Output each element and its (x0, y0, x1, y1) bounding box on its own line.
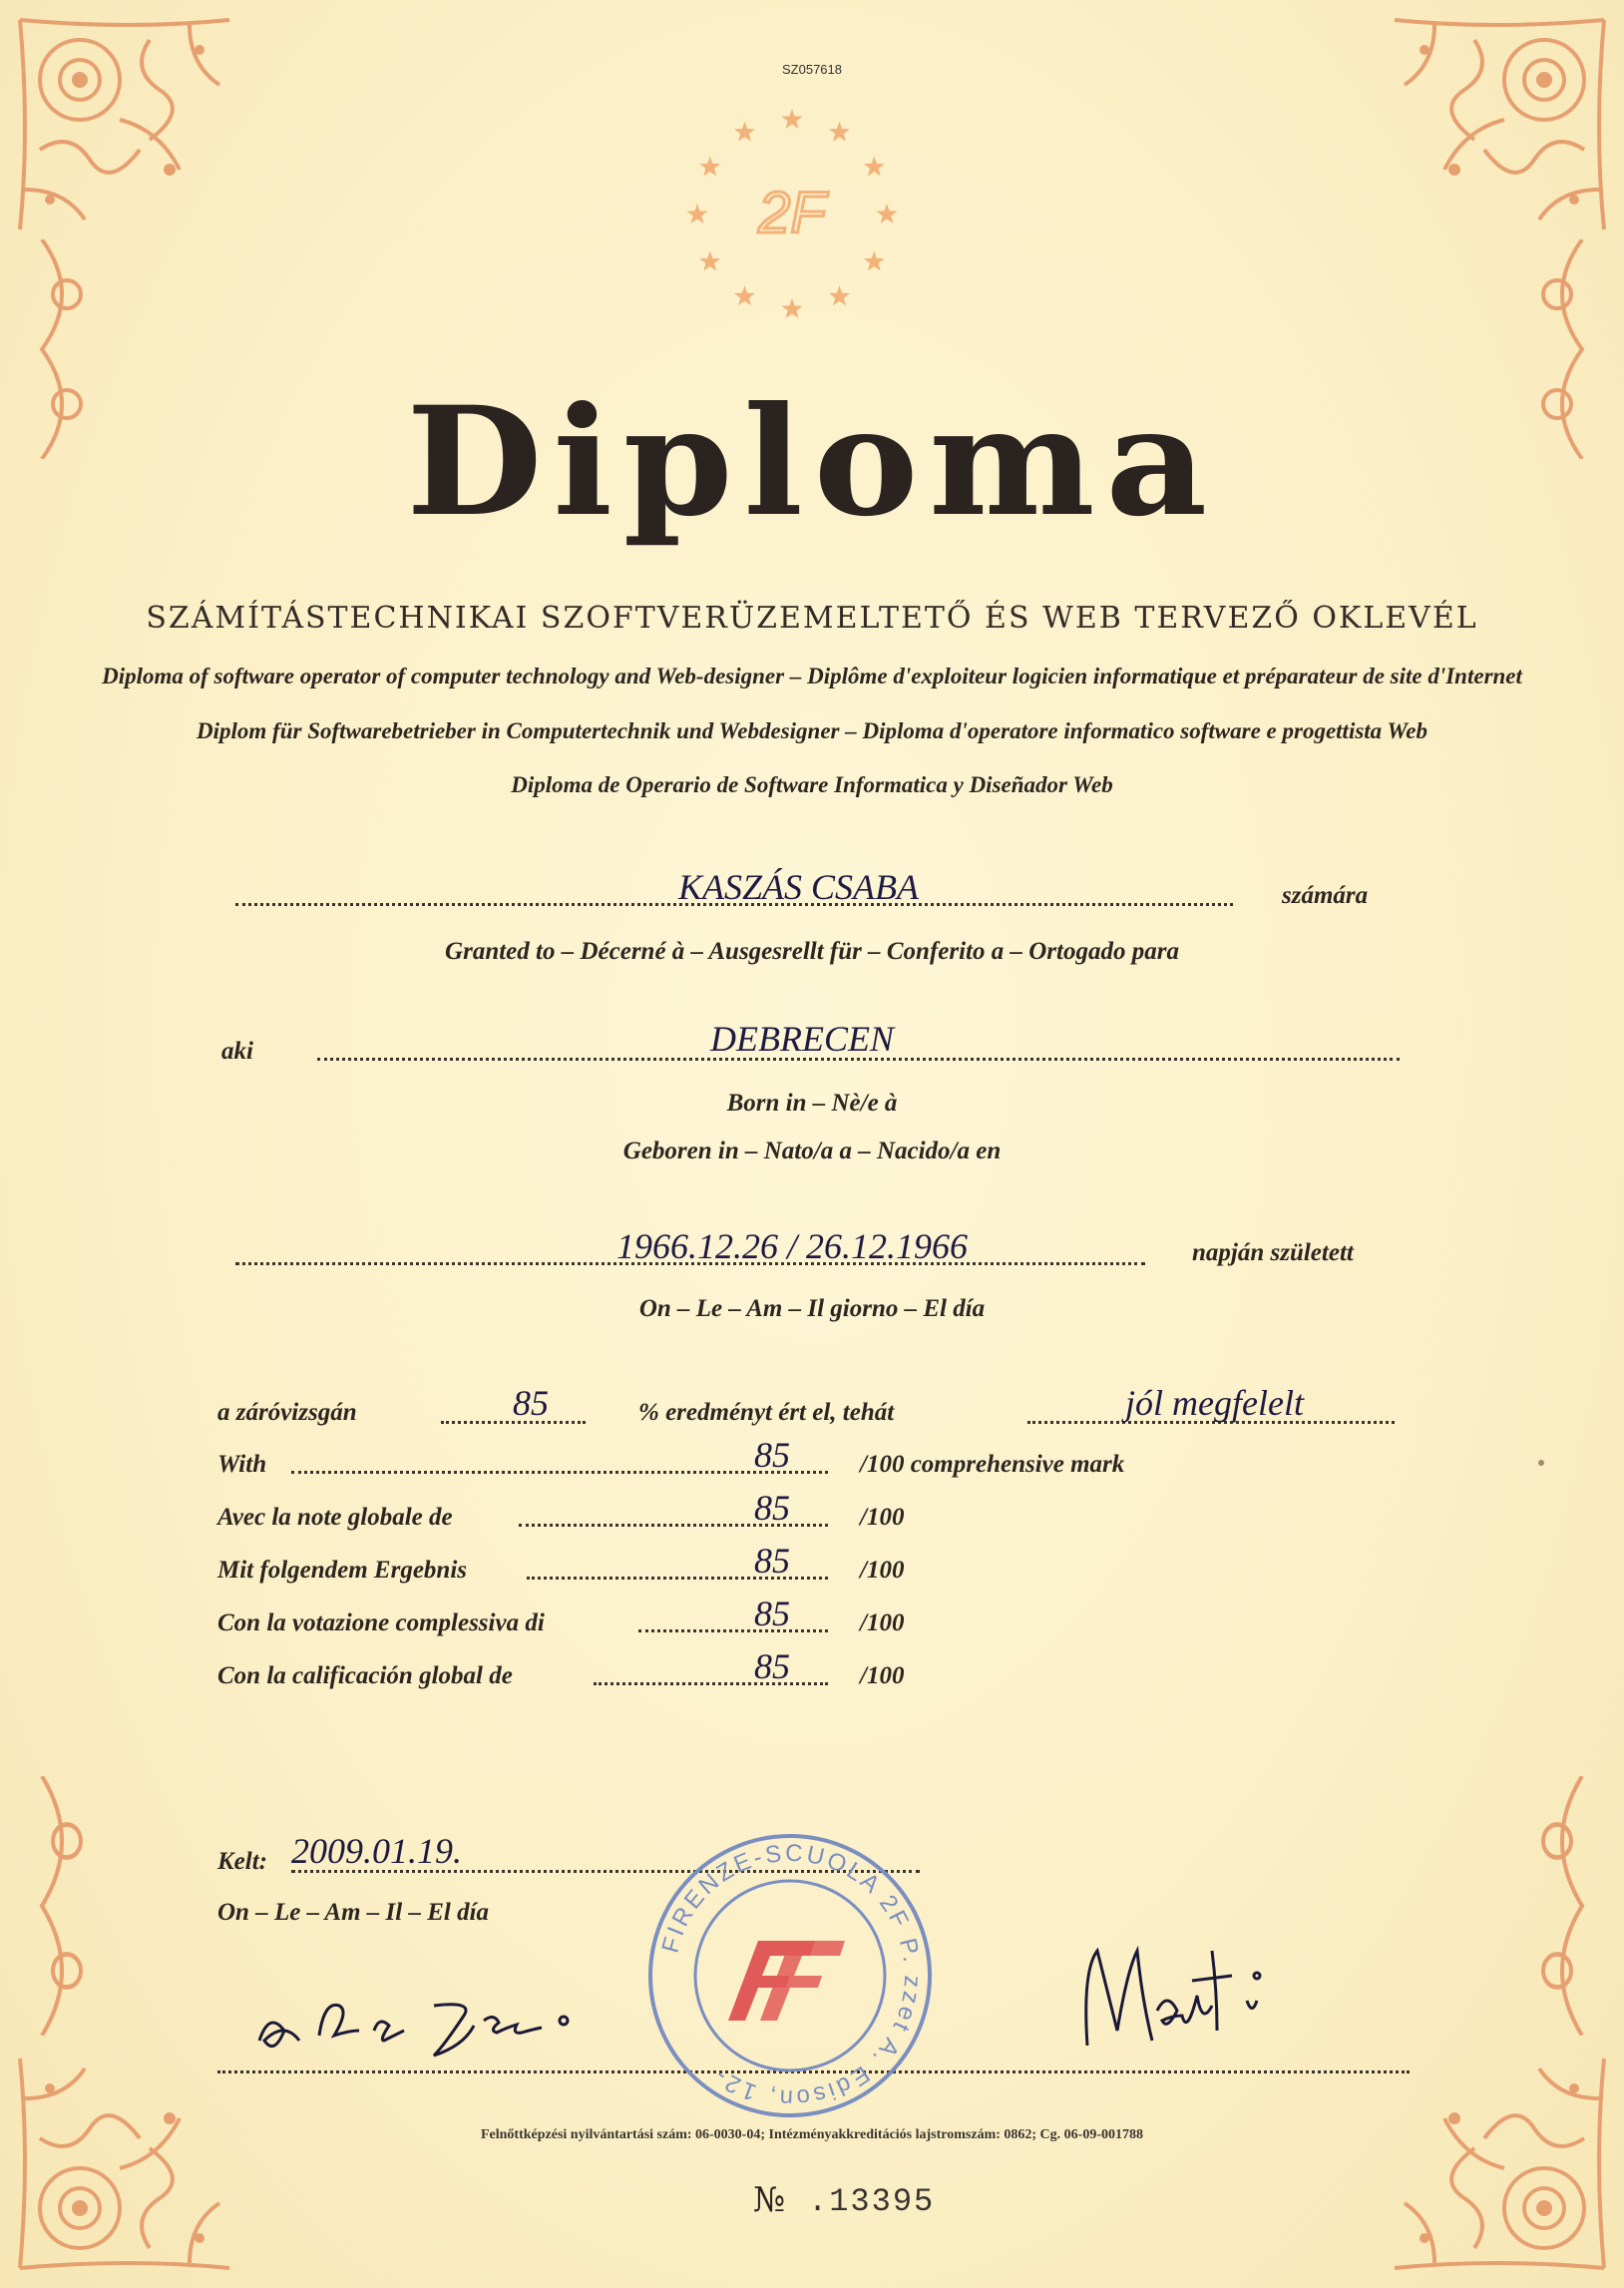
mark-suffix: /100 comprehensive mark (860, 1451, 1125, 1478)
ornament-side-right-bottom (1512, 1776, 1602, 2036)
ornament-corner-bottom-left (10, 2049, 239, 2278)
granted-caption: Granted to – Décerné à – Ausgesrellt für – Conferito a – Ortogado para (445, 938, 1179, 965)
exam-percent: 85 (513, 1383, 549, 1423)
emblem-star-icon (877, 204, 898, 224)
emblem-star-icon (734, 122, 755, 142)
emblem-star-icon (699, 251, 720, 271)
mark-label: With (217, 1451, 267, 1478)
mark-value: 85 (754, 1541, 790, 1581)
registry-footer: Felnőttképzési nyilvántartási szám: 06-0030-04; Intézményakkreditációs lajstromszám: 0862; Cg. 06-09-001788 (480, 2127, 1143, 2142)
stamp-ring-text: FIRENZE-SCUOLA 2F P. zzet A. Edison, 12- (656, 1839, 927, 2112)
emblem-star-icon (699, 157, 720, 177)
subtitle-line: Diploma de Operario de Software Informatica y Diseñador Web (511, 772, 1113, 797)
mark-label: Con la votazione complessiva di (217, 1609, 545, 1636)
signature-left (249, 1981, 589, 2070)
ornament-side-left-bottom (22, 1776, 112, 2036)
ornament-corner-bottom-right (1385, 2049, 1614, 2278)
diploma-number: .13395 (808, 2183, 936, 2220)
born-caption: Geboren in – Nato/a a – Nacido/a en (622, 1138, 1002, 1164)
emblem-star-icon (782, 109, 803, 129)
issued-caption: On – Le – Am – Il – El día (217, 1899, 490, 1926)
mark-label: Con la calificación global de (217, 1662, 513, 1689)
mark-label: Mit folgendem Ergebnis (217, 1557, 468, 1584)
mark-suffix: /100 (860, 1504, 905, 1531)
mark-suffix: /100 (860, 1557, 905, 1584)
exam-prefix: a záróvizsgán (217, 1399, 357, 1426)
birthplace: DEBRECEN (710, 1019, 894, 1059)
emblem-star-icon (829, 122, 850, 142)
born-caption: Born in – Nè/e à (726, 1090, 898, 1117)
recipient-name: KASZÁS CSABA (678, 867, 919, 907)
emblem-star-icon (734, 285, 755, 305)
mark-label: Avec la note globale de (217, 1504, 453, 1531)
mark-value: 85 (754, 1435, 790, 1475)
mark-dotted-line (638, 1629, 828, 1632)
emblem-star-icon (829, 285, 850, 305)
birthdate: 1966.12.26 / 26.12.1966 (616, 1226, 969, 1266)
subtitle-line: Diplom für Softwarebetrieber in Computertechnik und Webdesigner – Diploma d'operatore informatico software e progettista Web (197, 718, 1427, 743)
ornament-corner-top-right (1385, 10, 1614, 239)
emblem-star-icon (864, 251, 885, 271)
signature-right (1072, 1931, 1287, 2060)
exam-rating: jól megfelelt (1125, 1383, 1304, 1423)
emblem-star-icon (864, 157, 885, 177)
issued-label: Kelt: (217, 1848, 267, 1875)
emblem-star-icon (687, 204, 708, 224)
issued-date: 2009.01.19. (291, 1831, 462, 1871)
paper-speck (1538, 1460, 1544, 1466)
emblem-logo-text: 2F (758, 181, 826, 245)
serial-code: SZ057618 (782, 62, 842, 77)
school-emblem-logo (672, 95, 912, 334)
mark-dotted-line (291, 1471, 828, 1474)
mark-suffix: /100 (860, 1609, 905, 1636)
mark-value: 85 (754, 1646, 790, 1686)
granted-suffix: számára (1282, 882, 1369, 909)
mark-value: 85 (754, 1594, 790, 1633)
mark-suffix: /100 (860, 1662, 905, 1689)
birthdate-suffix: napján született (1192, 1239, 1354, 1266)
ornament-corner-top-left (10, 10, 239, 239)
mark-dotted-line (594, 1682, 828, 1685)
number-sign: № (753, 2180, 786, 2220)
school-seal-stamp (640, 1826, 940, 2125)
diploma-title: Diploma (406, 374, 1218, 550)
emblem-star-icon (782, 298, 803, 318)
birthdate-caption: On – Le – Am – Il giorno – El día (638, 1295, 986, 1322)
mark-value: 85 (754, 1488, 790, 1528)
subtitle-line: Diploma of software operator of computer technology and Web-designer – Diplôme d'exploiteur logicien informatique et préparateur de site d'Internet (102, 664, 1522, 688)
born-prefix: aki (221, 1038, 253, 1065)
diploma-heading: SZÁMÍTÁSTECHNIKAI SZOFTVERÜZEMELTETŐ ÉS WEB TERVEZŐ OKLEVÉL (146, 601, 1478, 636)
exam-middle-text: % eredményt ért el, tehát (638, 1399, 895, 1426)
